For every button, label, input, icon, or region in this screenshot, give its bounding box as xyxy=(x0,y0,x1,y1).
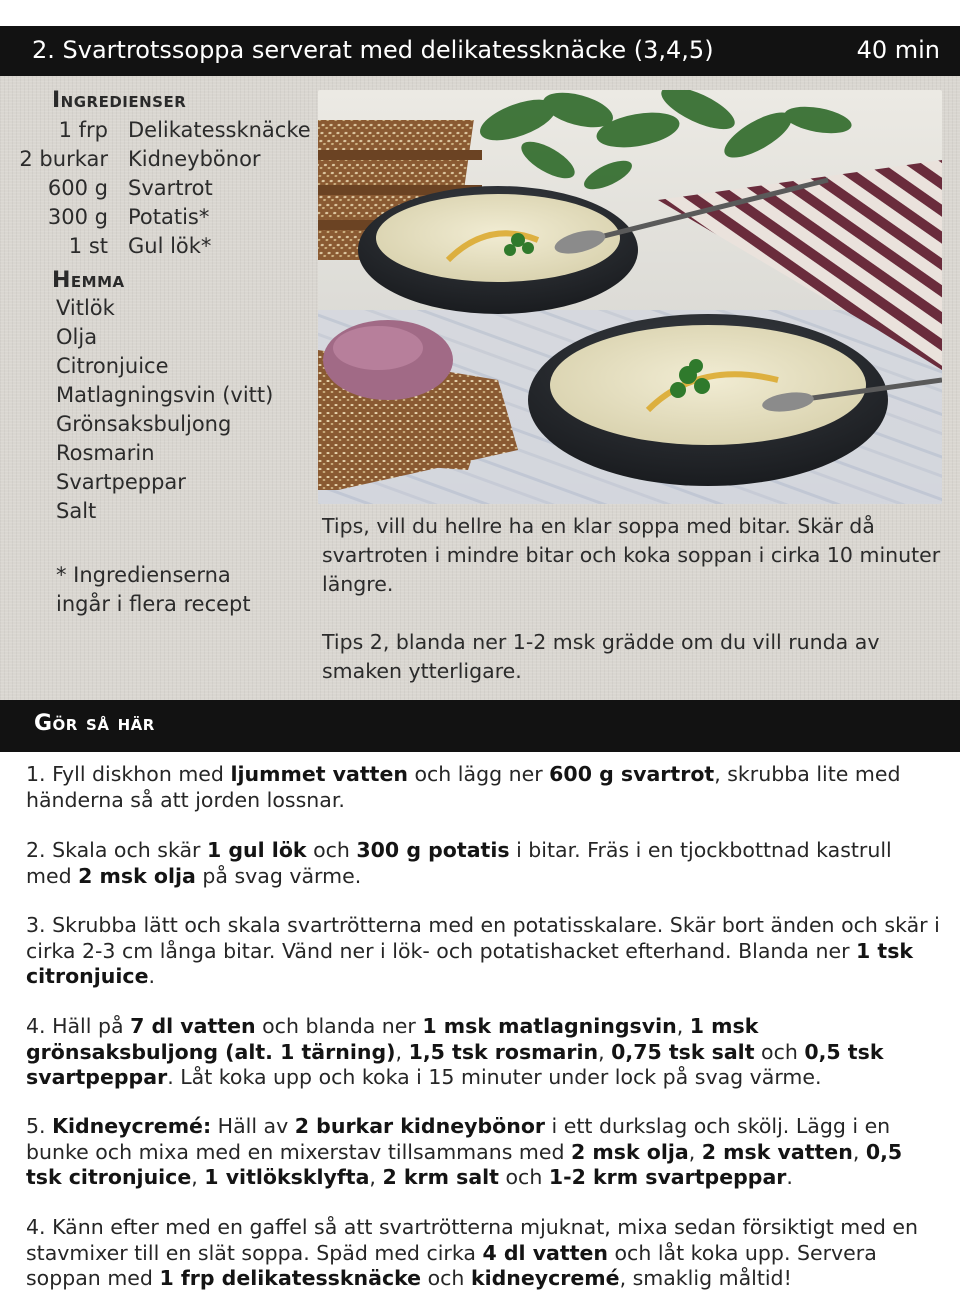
step-highlight: 1 tsk citronjuice xyxy=(26,938,914,988)
ingredient-qty: 600 g xyxy=(47,176,108,200)
step-highlight: ljummet vatten xyxy=(230,762,408,786)
step-highlight: kidneycremé xyxy=(470,1266,620,1290)
pantry-item: Citronjuice xyxy=(56,354,169,378)
step-text: och xyxy=(306,838,357,862)
step-text: och xyxy=(754,1039,805,1064)
step-highlight: 1 frp delikatessknäcke xyxy=(159,1266,422,1290)
tip-clear-soup: Tips, vill du hellre ha en klar soppa med bitar. Skär då svartroten i mindre bitar och koka soppan i cirka 10 minuter längre. xyxy=(322,514,941,596)
step-text: och xyxy=(498,1165,549,1189)
step-text: Häll av xyxy=(211,1114,295,1138)
footnote-line: ingår i flera recept xyxy=(56,592,251,616)
ingredient-name: Kidneybönor xyxy=(128,147,261,171)
step-text: 5. xyxy=(26,1114,53,1138)
pantry-item: Vitlök xyxy=(56,296,115,320)
pantry-item: Svartpeppar xyxy=(56,470,186,494)
ingredient-row xyxy=(0,234,320,263)
pantry-item: Grönsaksbuljong xyxy=(56,412,232,436)
step-text: . xyxy=(786,1165,793,1189)
step-highlight: 1-2 krm svartpeppar xyxy=(548,1165,787,1189)
step-text: i bitar. Fräs i en tjockbottnad kastrull med xyxy=(26,838,892,888)
step-text: och blanda ner xyxy=(255,1014,423,1038)
soup-photo xyxy=(318,90,942,504)
step-text: , xyxy=(191,1165,205,1189)
step-text: 4. Häll på xyxy=(26,1014,131,1038)
ingredient-row xyxy=(0,118,320,147)
step-highlight: 2 krm salt xyxy=(382,1165,499,1189)
step-text: 1. Fyll diskhon med xyxy=(26,762,231,786)
step-highlight: 2 burkar kidneybönor xyxy=(294,1114,546,1138)
step-text: , xyxy=(598,1039,612,1064)
instruction-step xyxy=(26,1014,941,1091)
step-text: 4. Känn efter med en gaffel så att svartrötterna mjuknat, mixa sedan försiktigt med en stavmixer till en slät soppa. Späd med cirka xyxy=(26,1215,919,1265)
recipe-title: 2. Svartrotssoppa serverat med delikatessknäcke (3,4,5) xyxy=(32,36,714,64)
step-text: , xyxy=(369,1165,383,1189)
ingredient-name: Delikatessknäcke xyxy=(128,118,311,142)
step-text: , xyxy=(676,1014,690,1038)
instructions-heading: Gör så här xyxy=(34,711,155,736)
step-text: , xyxy=(395,1039,409,1064)
pantry-item: Salt xyxy=(56,499,97,523)
step-highlight: 600 g svartrot xyxy=(549,762,715,786)
step-highlight: 1 vitlöksklyfta xyxy=(204,1165,370,1189)
ingredient-name: Gul lök* xyxy=(128,234,212,258)
step-highlight: 2 msk olja xyxy=(78,863,196,888)
instruction-step xyxy=(26,1215,941,1292)
step-highlight: Kidneycremé: xyxy=(52,1114,212,1138)
ingredient-qty: 1 st xyxy=(68,234,108,258)
step-highlight: 0,75 tsk salt xyxy=(611,1039,755,1064)
step-highlight: 2 msk vatten xyxy=(701,1139,853,1164)
step-text: . Låt koka upp och koka i 15 minuter under lock på svag värme. xyxy=(167,1065,822,1089)
step-highlight: 7 dl vatten xyxy=(130,1014,256,1038)
instruction-step xyxy=(26,838,941,889)
ingredient-qty: 1 frp xyxy=(58,118,108,142)
ingredient-row xyxy=(0,176,320,205)
ingredients-footnote xyxy=(56,561,251,619)
ingredient-name: Svartrot xyxy=(128,176,213,200)
instruction-step xyxy=(26,913,941,990)
ingredient-qty: 300 g xyxy=(47,205,108,229)
step-text: och xyxy=(421,1266,471,1290)
step-text: i ett durkslag och skölj. Lägg i en bunke och mixa med en mixerstav tillsammans med xyxy=(26,1114,891,1164)
step-highlight: 1,5 tsk rosmarin xyxy=(408,1039,599,1064)
step-text: , smaklig måltid! xyxy=(619,1266,792,1290)
cooking-time: 40 min xyxy=(856,36,940,64)
step-text: , skrubba lite med händerna så att jorden lossnar. xyxy=(26,762,901,812)
recipe-title-bar xyxy=(0,26,960,76)
step-highlight: 2 msk olja xyxy=(571,1139,689,1164)
step-highlight: 1 gul lök xyxy=(206,838,307,862)
step-highlight: 0,5 tsk svartpeppar xyxy=(26,1039,884,1089)
step-highlight: 0,5 tsk citronjuice xyxy=(26,1139,903,1189)
step-text: och lägg ner xyxy=(407,762,550,786)
instructions-bar xyxy=(0,700,960,752)
step-text: och låt koka upp. Servera soppan med xyxy=(26,1240,877,1290)
step-text: 3. Skrubba lätt och skala svartrötterna med en potatisskalare. Skär bort änden och skär i cirka 2-3 cm långa bitar. Vänd ner i lök- och potatishacket efterhand. Blanda ner xyxy=(26,913,940,963)
step-highlight: 1 msk matlagningsvin xyxy=(422,1014,677,1038)
step-text: , xyxy=(852,1139,866,1164)
instruction-step xyxy=(26,1114,941,1191)
ingredient-row xyxy=(0,147,320,176)
step-text: på svag värme. xyxy=(195,863,362,888)
step-text: . xyxy=(148,964,156,988)
step-highlight: 1 msk grönsaksbuljong (alt. 1 tärning) xyxy=(26,1014,759,1064)
ingredients-panel xyxy=(0,76,960,700)
instruction-step xyxy=(26,762,941,813)
pantry-item: Matlagningsvin (vitt) xyxy=(56,383,274,407)
tip-cream: Tips 2, blanda ner 1-2 msk grädde om du vill runda av smaken ytterligare. xyxy=(322,630,880,683)
ingredient-name: Potatis* xyxy=(128,205,210,229)
step-highlight: 4 dl vatten xyxy=(482,1240,608,1265)
step-text: , xyxy=(688,1139,702,1164)
step-text: 2. Skala och skär xyxy=(26,838,207,862)
pantry-item: Rosmarin xyxy=(56,441,155,465)
ingredients-heading: Ingredienser xyxy=(52,88,187,113)
ingredient-row xyxy=(0,205,320,234)
ingredient-qty: 2 burkar xyxy=(19,147,108,171)
footnote-line: * Ingredienserna xyxy=(56,563,231,587)
step-highlight: 300 g potatis xyxy=(356,838,510,862)
pantry-heading: Hemma xyxy=(52,268,125,293)
pantry-item: Olja xyxy=(56,325,98,349)
pantry-list xyxy=(56,296,273,528)
